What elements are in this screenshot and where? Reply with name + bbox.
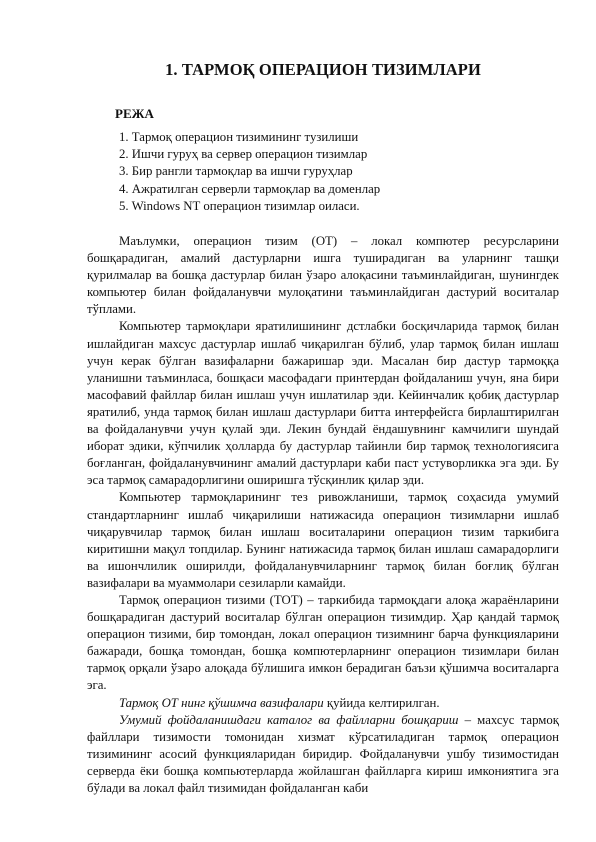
paragraph: Компьютер тармоқлари яратилишининг дстлабки босқичларида тармоқ билан ишлайдиган махсус дастурлар ишлаб чиқарилган бўлиб, улар тармоқ билан ишлаш учун керак бўлган вазифаларни бажаришар эди. Масалан бир дастур тармоққа уланишни таъминласа, бошқаси масофадаги принтердан фойдаланиш учун, яна бири масофавий файллар билан ишлаш учун ишлатилар эди. Кейинчалик қобиқ дастурлар яратилиб, унда тармоқ билан ишлаш дастурлари битта интерфейсга бирлаштирилган ва фойдаланувчи учун қулай эди. Лекин бундай ёндашувнинг камчилиги шундай иборат эдики, кўпчилик ҳолларда бу дастурлар тайинли бир тармоқ технологиясига боғланган, фойдаланувчининг амалий дастурлари каби паст устуворликка эга эди. Бу эса тармоқ самарадорлигини оширишга тўсқинлик қилар эди. [87, 319, 559, 488]
plan-heading: РЕЖА [115, 106, 154, 121]
plan-item: 1. Тармоқ операцион тизимининг тузилиши [119, 130, 359, 144]
paragraph: Компьютер тармоқларининг тез ривожланиши, тармоқ соҳасида умумий стандартларнинг ишлаб чиқарилиши натижасида операцион тизимларни ишлаб чиқарувчилар тармоқ билан ишлаш воситаларини операцион тизим таркибига киритишни мақул топдилар. Бунинг натижасида тармоқ билан ишлаш самарадорлиги ва ишончлилик оширилди, фойдаланувчиларнинг тармоқ билан боғлиқ бўлган вазифалари ва муаммолари сезиларли камайди. [87, 490, 559, 590]
document-page [87, 60, 559, 797]
plan-item: 3. Бир рангли тармоқлар ва ишчи гуруҳлар [119, 164, 353, 179]
page-title: 1. ТАРМОҚ ОПЕРАЦИОН ТИЗИМЛАРИ [165, 60, 481, 79]
paragraph: Маълумки, операцион тизим (ОТ) – локал компютер ресурсларини бошқарадиган, амалий дастурларни ишга туширадиган ва уларнинг ташқи қурилмалар ва бошқа дастурлар билан ўзаро алоқасини таъминлайдиган, шунингдек компьютер билан фойдаланувчи мулоқатини таъминлайдиган дастурий воситалар тўплами. [87, 234, 559, 317]
paragraph-text: – махсус тармоқ файллари тизимости томонидан хизмат кўрсатиладиган тармоқ операцион тизимининг асосий функцияларидан биридир. Фойдаланувчи ушбу тизимостидан серверда ёки бошқа компьютерларда жойлашган файлларга кириш имкониятига эга бўлади ва локал файл тизимидан фойдаланган каби [87, 712, 560, 796]
italic-term: Тармоқ ОТ нинг қўшимча вазифалари [119, 695, 324, 710]
paragraph [87, 695, 559, 712]
plan-item: 2. Ишчи гуруҳ ва сервер операцион тизимлар [119, 147, 368, 162]
italic-term: Умумий фойдаланишдаги каталог ва файлларни бошқариш [119, 712, 459, 727]
paragraph: Тармоқ операцион тизими (ТОТ) – таркибида тармоқдаги алоқа жараёнларини бошқарадиган дастурий воситалар бўлган операцион тизимдир. Ҳар қандай тармоқ операцион тизими, бир томондан, локал операцион тизимнинг барча функцияларини бажаради, бошқа томондан, бошқа компютерларнинг операцион тизимлари билан тармоқ орқали ўзаро алоқада бўлишига имкон берадиган баъзи қўшимча воситаларга эга. [87, 592, 559, 693]
body-text [87, 233, 559, 797]
plan-list [119, 129, 559, 215]
plan-item: 4. Ажратилган серверли тармоқлар ва доменлар [119, 181, 381, 196]
plan-item: 5. Windows NT операцион тизимлар оиласи. [119, 198, 360, 213]
paragraph [87, 712, 559, 797]
paragraph-text: қуйида келтирилган. [323, 695, 440, 710]
